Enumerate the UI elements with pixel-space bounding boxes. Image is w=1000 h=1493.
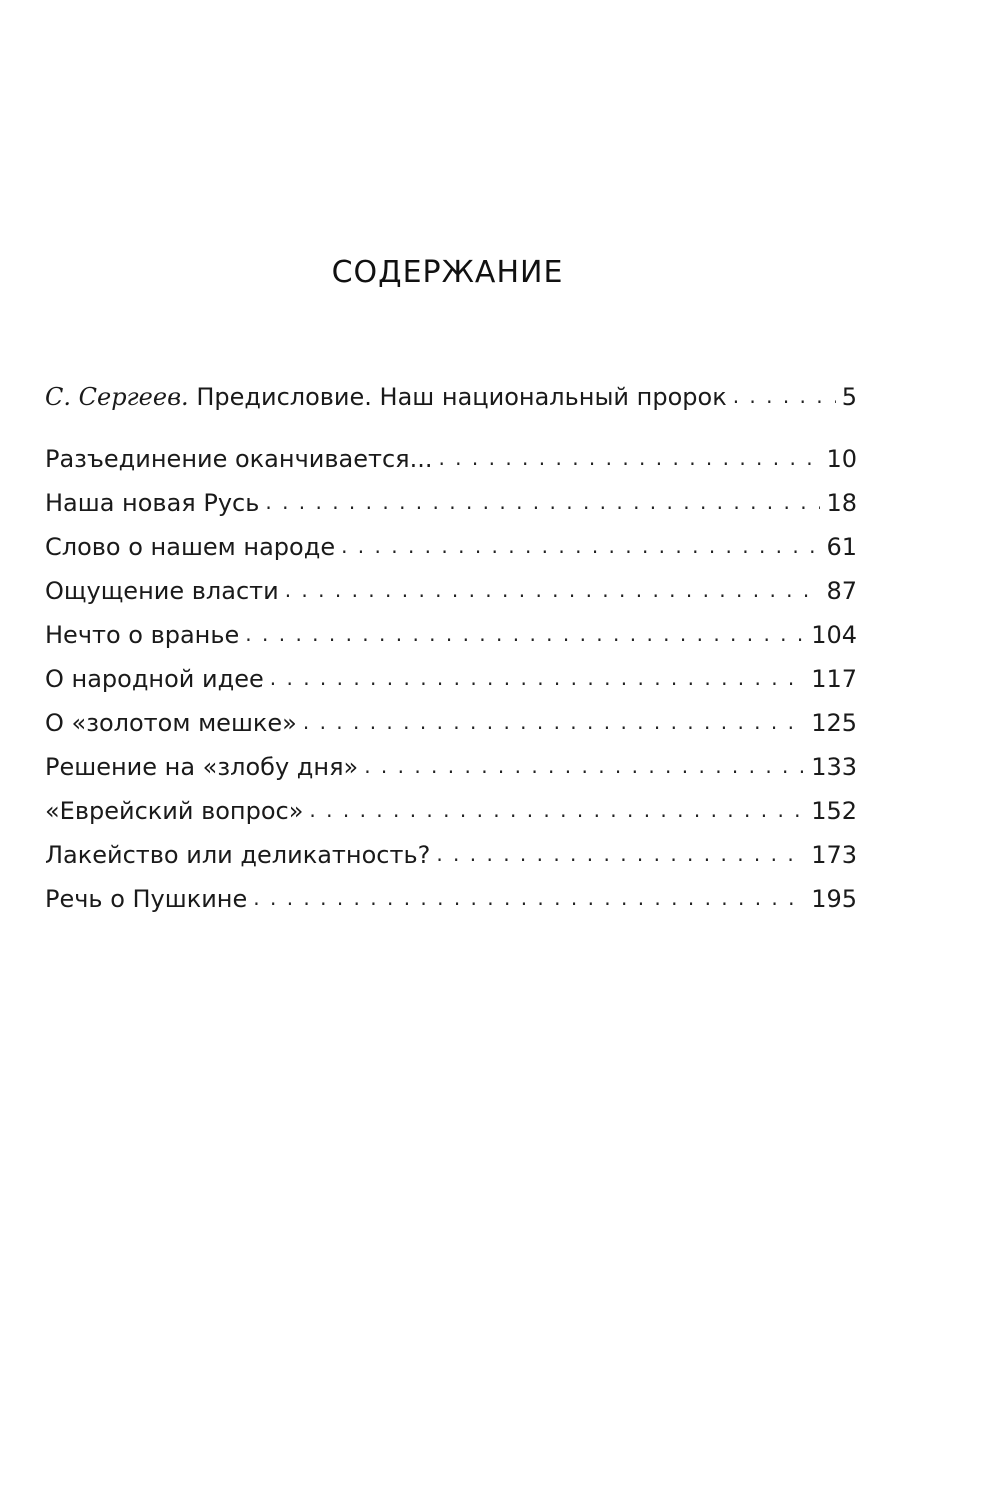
toc-page-number: 152 <box>811 797 857 825</box>
toc-entry[interactable] <box>45 745 857 789</box>
toc-entry[interactable] <box>45 437 857 481</box>
toc-page-number: 61 <box>826 533 857 561</box>
toc-entry-title: Ощущение власти <box>45 577 279 605</box>
toc-page-number: 195 <box>811 885 857 913</box>
toc-entry-title: Решение на «злобу дня» <box>45 753 359 781</box>
toc-entry-title <box>45 375 727 419</box>
dot-leader <box>253 876 805 920</box>
toc-entry-title: «Еврейский вопрос» <box>45 797 304 825</box>
toc-entry-title: Нечто о вранье <box>45 621 240 649</box>
toc-entry[interactable] <box>45 569 857 613</box>
toc-entry-title: Речь о Пушкине <box>45 885 248 913</box>
toc-entry[interactable] <box>45 833 857 877</box>
table-of-contents <box>45 375 857 921</box>
toc-entry[interactable] <box>45 701 857 745</box>
dot-leader <box>364 744 805 788</box>
dot-leader <box>436 832 805 876</box>
dot-leader <box>438 436 820 480</box>
toc-entry[interactable] <box>45 481 857 525</box>
toc-entry-title: Разъединение оканчивается... <box>45 445 433 473</box>
toc-page-number: 125 <box>811 709 857 737</box>
dot-leader <box>265 480 820 524</box>
toc-page-number: 173 <box>811 841 857 869</box>
page-title: СОДЕРЖАНИЕ <box>331 255 564 290</box>
toc-entry[interactable] <box>45 877 857 921</box>
toc-page-number: 87 <box>826 577 857 605</box>
toc-entry-title: О народной идее <box>45 665 264 693</box>
toc-page-number: 18 <box>826 489 857 517</box>
toc-entry[interactable] <box>45 789 857 833</box>
toc-page-number: 5 <box>841 383 857 411</box>
toc-page-number: 117 <box>811 665 857 693</box>
dot-leader <box>245 612 805 656</box>
dot-leader <box>733 374 836 418</box>
toc-entry[interactable] <box>45 613 857 657</box>
dot-leader <box>303 700 805 744</box>
toc-entry-title: Лакейство или деликатность? <box>45 841 431 869</box>
toc-entry-title: Наша новая Русь <box>45 489 260 517</box>
dot-leader <box>285 568 821 612</box>
toc-entry[interactable] <box>45 525 857 569</box>
toc-page-number: 10 <box>826 445 857 473</box>
toc-entry[interactable] <box>45 657 857 701</box>
toc-entry-preface[interactable] <box>45 375 857 419</box>
dot-leader <box>309 788 805 832</box>
toc-author: С. Сергеев. <box>45 383 189 411</box>
toc-page-number: 133 <box>811 753 857 781</box>
toc-page-number: 104 <box>811 621 857 649</box>
dot-leader <box>341 524 820 568</box>
toc-entry-title: О «золотом мешке» <box>45 709 297 737</box>
toc-entry-title: Слово о нашем народе <box>45 533 336 561</box>
dot-leader <box>270 656 805 700</box>
toc-preface-text: Предисловие. Наш национальный пророк <box>196 383 727 411</box>
